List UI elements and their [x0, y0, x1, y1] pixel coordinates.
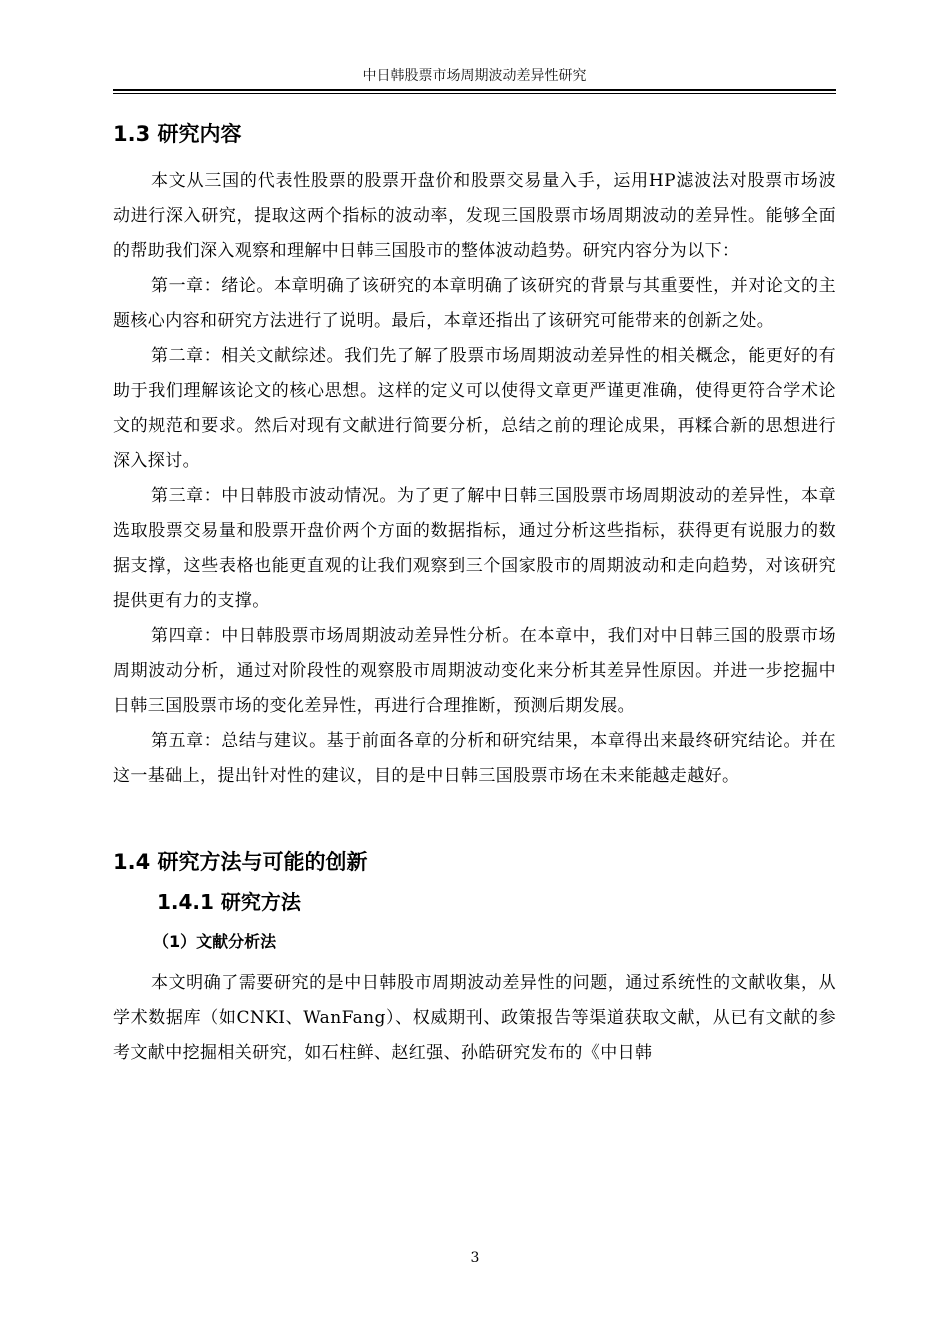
paragraph-chapter-1: 第一章：绪论。本章明确了该研究的本章明确了该研究的背景与其重要性，并对论文的主题核心内容和研究方法进行了说明。最后，本章还指出了该研究可能带来的创新之处。 — [113, 276, 836, 331]
paragraph-chapter-4: 第四章：中日韩股票市场周期波动差异性分析。在本章中，我们对中日韩三国的股票市场周期波动分析，通过对阶段性的观察股市周期波动变化来分析其差异性原因。并进一步挖掘中日韩三国股票市场的变化差异性，再进行合理推断，预测后期发展。 — [113, 626, 836, 716]
page-body — [113, 110, 836, 1071]
paragraph-chapter-3: 第三章：中日韩股市波动情况。为了更了解中日韩三国股票市场周期波动的差异性，本章选取股票交易量和股票开盘价两个方面的数据指标，通过分析这些指标，获得更有说服力的数据支撑，这些表格也能更直观的让我们观察到三个国家股市的周期波动和走向趋势，对该研究提供更有力的支撑。 — [113, 486, 836, 611]
paragraph-chapter-5: 第五章：总结与建议。基于前面各章的分析和研究结果，本章得出来最终研究结论。并在这一基础上，提出针对性的建议，目的是中日韩三国股票市场在未来能越走越好。 — [113, 731, 836, 786]
header-rule-thick — [113, 89, 836, 91]
header-rule-thin — [113, 93, 836, 94]
page-number: 3 — [470, 1250, 480, 1266]
section-heading-1-4: 1.4 研究方法与可能的创新 — [113, 850, 368, 874]
paragraph-intro: 本文从三国的代表性股票的股票开盘价和股票交易量入手，运用HP滤波法对股票市场波动进行深入研究，提取这两个指标的波动率，发现三国股票市场周期波动的差异性。能够全面的帮助我们深入观察和理解中日韩三国股市的整体波动趋势。研究内容分为以下： — [113, 171, 836, 261]
item-heading-literature-analysis: （1）文献分析法 — [153, 932, 277, 951]
running-header: 中日韩股票市场周期波动差异性研究 — [362, 68, 587, 84]
paragraph-literature-analysis: 本文明确了需要研究的是中日韩股市周期波动差异性的问题，通过系统性的文献收集，从学术数据库（如CNKI、WanFang）、权威期刊、政策报告等渠道获取文献，从已有文献的参考文献中挖掘相关研究，如石柱鲜、赵红强、孙皓研究发布的《中日韩 — [113, 973, 836, 1063]
paragraph-chapter-2: 第二章：相关文献综述。我们先了解了股票市场周期波动差异性的相关概念，能更好的有助于我们理解该论文的核心思想。这样的定义可以使得文章更严谨更准确，使得更符合学术论文的规范和要求。然后对现有文献进行简要分析，总结之前的理论成果，再糅合新的思想进行深入探讨。 — [113, 346, 836, 471]
section-heading-1-3: 1.3 研究内容 — [113, 122, 242, 146]
subsection-heading-1-4-1: 1.4.1 研究方法 — [157, 890, 301, 914]
